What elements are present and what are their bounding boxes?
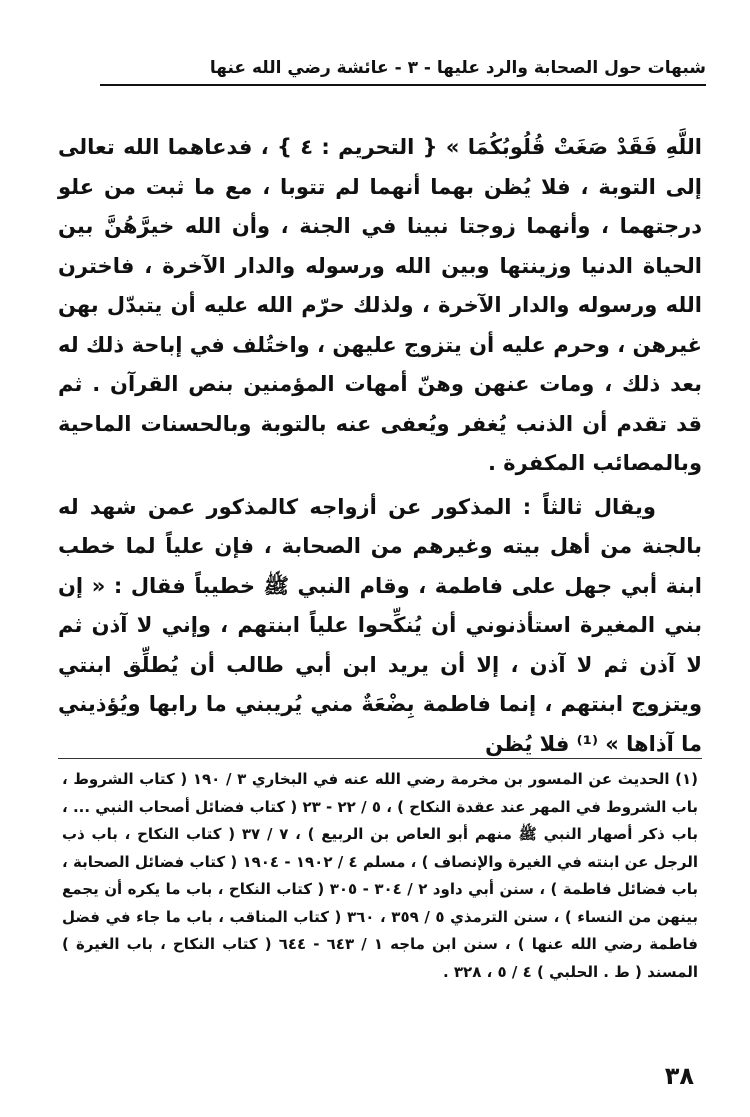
running-head-title: شبهات حول الصحابة والرد عليها - ٣ - عائشة رضي الله عنها [209, 58, 706, 78]
body-text [58, 128, 702, 764]
body-paragraph: ويقال ثالثاً : المذكور عن أزواجه كالمذكور عمن شهد له بالجنة من أهل بيته وغيرهم من الصحابة ، فإن علياً لما خطب ابنة أبي جهل على فاطمة ، وقام النبي ﷺ خطيباً فقال : « إن بني المغيرة استأذنوني أن يُنكِّحوا علياً ابنتهم ، وإني لا آذن ثم لا آذن ثم لا آذن ، إلا أن يريد ابن أبي طالب أن يُطلِّق ابنتي ويتزوج ابنتهم ، إنما فاطمة بِضْعَةٌ مني يُريبني ما رابها ويُؤذيني ما آذاها » ⁽¹⁾ فلا يُظن [58, 494, 702, 756]
footnote: (١) الحديث عن المسور بن مخرمة رضي الله عنه في البخاري ٣ / ١٩٠ ( كتاب الشروط ، باب الشروط في المهر عند عقدة النكاح ) ، ٥ / ٢٢ - ٢٣ ( كتاب فضائل أصحاب النبي ... ، باب ذكر أصهار النبي ﷺ منهم أبو العاص بن الربيع ) ، ٧ / ٣٧ ( كتاب النكاح ، باب ذب الرجل عن ابنته في الغيرة والإنصاف ) ، مسلم ٤ / ١٩٠٢ - ١٩٠٤ ( كتاب فضائل الصحابة ، باب فضائل فاطمة ) ، سنن أبي داود ٢ / ٣٠٤ - ٣٠٥ ( كتاب النكاح ، باب ما يكره أن يجمع بينهن من النساء ) ، سنن الترمذي ٥ / ٣٥٩ ، ٣٦٠ ( كتاب المناقب ، باب ما جاء في فضل فاطمة رضي الله عنها ) ، سنن ابن ماجه ١ / ٦٤٣ - ٦٤٤ ( كتاب النكاح ، باب الغيرة ) المسند ( ط . الحلبي ) ٤ / ٥ ، ٣٢٨ . [62, 770, 699, 981]
footnotes [62, 766, 698, 986]
running-head [100, 58, 706, 92]
body-paragraph: اللَّهِ فَقَدْ صَغَتْ قُلُوبُكُمَا » { التحريم : ٤ } ، فدعاهما الله تعالى إلى التوبة ، فلا يُظن بهما أنهما لم تتوبا ، مع ما ثبت من علو درجتهما ، وأنهما زوجتا نبينا في الجنة ، وأن الله خيرَّهُنَّ بين الحياة الدنيا وزينتها وبين الله ورسوله والدار الآخرة ، فاخترن الله ورسوله والدار الآخرة ، ولذلك حرّم الله عليه أن يتبدّل بهن غيرهن ، وحرم عليه أن يتزوج عليهن ، واختُلف في إباحة ذلك له بعد ذلك ، ومات عنهن وهنّ أمهات المؤمنين بنص القرآن . ثم قد تقدم أن الذنب يُغفر ويُعفى عنه بالتوبة وبالحسنات الماحية وبالمصائب المكفرة . [58, 135, 702, 475]
running-head-rule [100, 84, 706, 86]
footnote-separator [58, 758, 702, 759]
page-number: ٣٨ [664, 1062, 694, 1090]
